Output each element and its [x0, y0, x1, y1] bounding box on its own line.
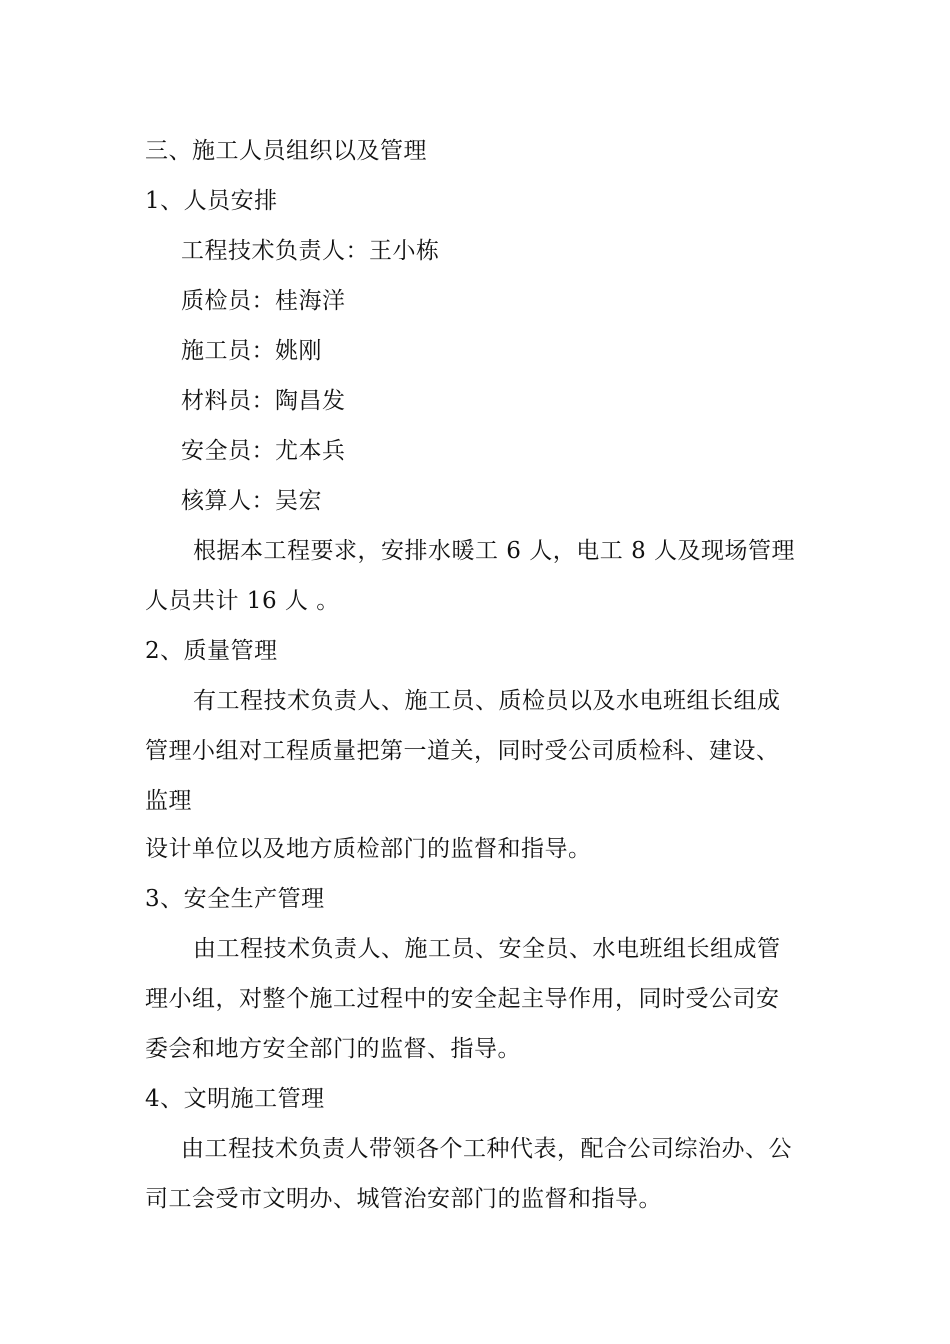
staffing-paragraph-line: 人员共计 16 人 。	[145, 588, 340, 614]
staffing-heading: 1、人员安排	[145, 188, 278, 214]
quality-heading: 2、质量管理	[145, 638, 278, 664]
safety-paragraph-line: 委会和地方安全部门的监督、指导。	[145, 1036, 521, 1062]
role-safety-officer: 安全员：尤本兵	[181, 438, 346, 464]
quality-paragraph-line: 有工程技术负责人、施工员、质检员以及水电班组长组成	[193, 688, 781, 714]
civilized-paragraph-line: 司工会受市文明办、城管治安部门的监督和指导。	[145, 1186, 662, 1212]
safety-heading: 3、安全生产管理	[145, 886, 325, 912]
quality-paragraph-line: 监理	[145, 788, 192, 814]
civilized-heading: 4、文明施工管理	[145, 1086, 325, 1112]
section-title: 三、施工人员组织以及管理	[145, 138, 427, 164]
staffing-paragraph-line: 根据本工程要求，安排水暖工 6 人，电工 8 人及现场管理	[193, 538, 796, 564]
role-materials-officer: 材料员：陶昌发	[181, 388, 346, 414]
quality-paragraph-line: 设计单位以及地方质检部门的监督和指导。	[145, 836, 592, 862]
role-accountant: 核算人：吴宏	[181, 488, 322, 514]
role-technical-lead: 工程技术负责人：王小栋	[181, 238, 440, 264]
safety-paragraph-line: 由工程技术负责人、施工员、安全员、水电班组长组成管	[193, 936, 781, 962]
role-construction-worker: 施工员：姚刚	[181, 338, 322, 364]
role-quality-inspector: 质检员：桂海洋	[181, 288, 346, 314]
civilized-paragraph-line: 由工程技术负责人带领各个工种代表，配合公司综治办、公	[181, 1136, 792, 1162]
quality-paragraph-line: 管理小组对工程质量把第一道关，同时受公司质检科、建设、	[145, 738, 780, 764]
safety-paragraph-line: 理小组，对整个施工过程中的安全起主导作用，同时受公司安	[145, 986, 780, 1012]
